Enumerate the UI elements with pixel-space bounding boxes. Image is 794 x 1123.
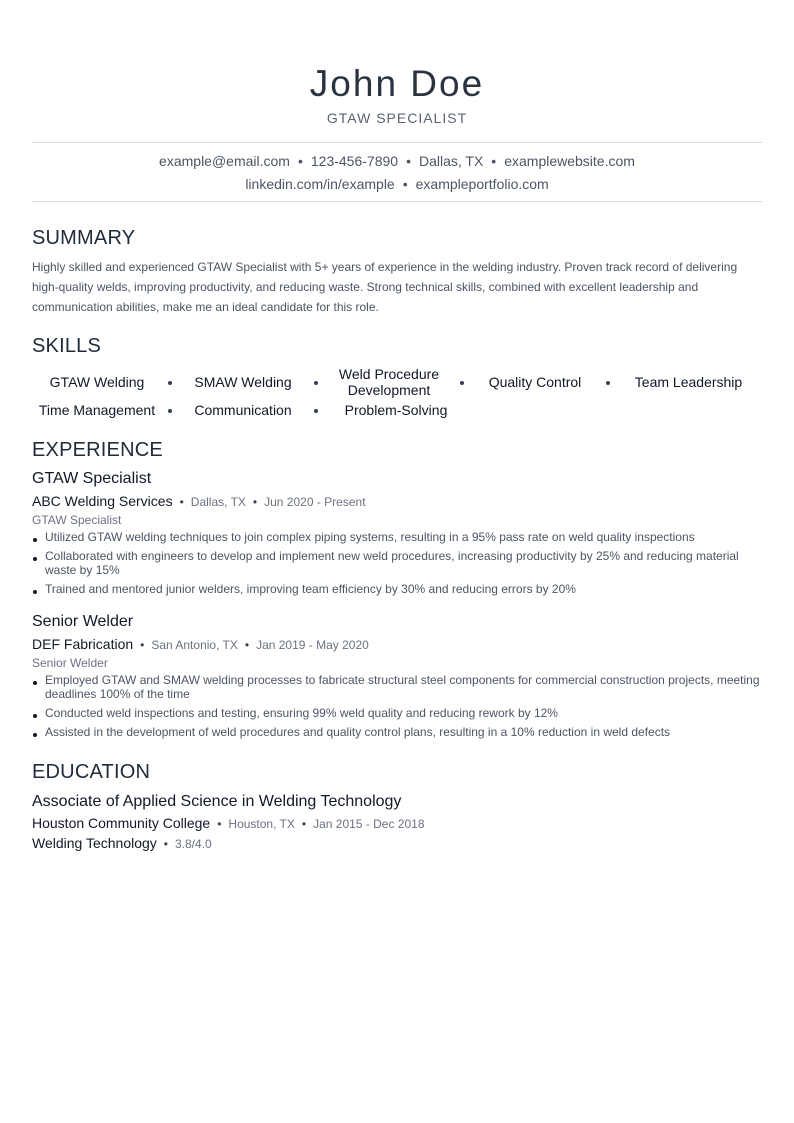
skill-item: Problem-Solving bbox=[344, 402, 448, 418]
email-link[interactable]: example@email.com bbox=[159, 153, 290, 169]
separator-dot: • bbox=[297, 153, 303, 169]
school-location: Houston, TX bbox=[228, 817, 295, 831]
skill-separator bbox=[606, 381, 610, 385]
company-name: DEF Fabrication bbox=[32, 636, 134, 652]
separator-dot: • bbox=[217, 817, 222, 831]
job-meta bbox=[32, 492, 366, 511]
skill-separator bbox=[314, 409, 318, 413]
header-divider-bottom bbox=[32, 201, 762, 202]
separator-dot: • bbox=[406, 153, 411, 169]
skills-list bbox=[32, 366, 762, 426]
skill-item: SMAW Welding bbox=[194, 374, 292, 390]
job-dates: Jun 2020 - Present bbox=[264, 495, 366, 509]
portfolio-link[interactable]: exampleportfolio.com bbox=[415, 176, 549, 192]
education-gpa: 3.8/4.0 bbox=[175, 837, 212, 851]
skill-item: Weld Procedure Development bbox=[338, 366, 440, 398]
school-name: Houston Community College bbox=[32, 815, 211, 831]
job-bullets bbox=[32, 673, 762, 744]
candidate-name: John Doe bbox=[309, 63, 485, 104]
candidate-title: GTAW SPECIALIST bbox=[326, 110, 468, 126]
skills-row bbox=[32, 366, 762, 398]
separator-dot: • bbox=[402, 176, 408, 192]
education-degree: Associate of Applied Science in Welding Technology bbox=[32, 793, 402, 810]
skills-heading: SKILLS bbox=[32, 335, 102, 357]
education-dates: Jan 2015 - Dec 2018 bbox=[313, 817, 425, 831]
skills-row bbox=[32, 398, 762, 426]
job-role: GTAW Specialist bbox=[32, 513, 122, 527]
phone-link[interactable]: 123-456-7890 bbox=[310, 153, 399, 169]
job-title: Senior Welder bbox=[32, 613, 134, 630]
separator-dot: • bbox=[491, 153, 497, 169]
experience-heading: EXPERIENCE bbox=[32, 439, 163, 461]
job-bullet: Collaborated with engineers to develop and implement new weld procedures, increasing productivity by 25% and reducing material waste by 15% bbox=[32, 549, 762, 577]
separator-dot: • bbox=[301, 817, 307, 831]
skill-separator bbox=[168, 381, 172, 385]
skill-item: Communication bbox=[194, 402, 292, 418]
contact-line-2 bbox=[0, 175, 794, 193]
skill-item: Team Leadership bbox=[634, 374, 743, 390]
job-title: GTAW Specialist bbox=[32, 470, 152, 487]
separator-dot: • bbox=[244, 638, 250, 652]
education-field-line bbox=[32, 834, 212, 853]
job-bullet: Trained and mentored junior welders, improving team efficiency by 30% and reducing errors by 20% bbox=[32, 582, 762, 596]
separator-dot: • bbox=[252, 495, 258, 509]
separator-dot: • bbox=[179, 495, 184, 509]
separator-dot: • bbox=[163, 837, 168, 851]
website-link[interactable]: examplewebsite.com bbox=[504, 153, 635, 169]
education-heading: EDUCATION bbox=[32, 761, 151, 783]
summary-text: Highly skilled and experienced GTAW Specialist with 5+ years of experience in the welding industry. Proven track record of delivering high-quality welds, improving productivity, and reducing waste. Strong technical skills, combined with excellent leadership and communication abilities, make me an ideal candidate for this role. bbox=[32, 260, 738, 314]
header-divider-top bbox=[32, 142, 762, 143]
job-role: Senior Welder bbox=[32, 656, 108, 670]
skill-item: Quality Control bbox=[488, 374, 582, 390]
summary-heading: SUMMARY bbox=[32, 227, 136, 249]
job-bullet: Employed GTAW and SMAW welding processes to fabricate structural steel components for commercial construction projects, meeting deadlines 100% of the time bbox=[32, 673, 762, 701]
separator-dot: • bbox=[140, 638, 145, 652]
education-meta bbox=[32, 814, 425, 833]
company-name: ABC Welding Services bbox=[32, 493, 173, 509]
job-dates: Jan 2019 - May 2020 bbox=[256, 638, 369, 652]
linkedin-link[interactable]: linkedin.com/in/example bbox=[245, 176, 395, 192]
skill-separator bbox=[314, 381, 318, 385]
skill-separator bbox=[460, 381, 464, 385]
skill-item: Time Management bbox=[38, 402, 156, 418]
job-location: Dallas, TX bbox=[190, 495, 246, 509]
education-field: Welding Technology bbox=[32, 835, 157, 851]
job-bullet: Conducted weld inspections and testing, ensuring 99% weld quality and reducing rework by 12% bbox=[32, 706, 762, 720]
skill-separator bbox=[168, 409, 172, 413]
job-location: San Antonio, TX bbox=[151, 638, 238, 652]
job-bullet: Utilized GTAW welding techniques to join complex piping systems, resulting in a 95% pass rate on weld quality inspections bbox=[32, 530, 762, 544]
location-text: Dallas, TX bbox=[418, 153, 484, 169]
contact-line-1 bbox=[0, 152, 794, 170]
job-meta bbox=[32, 635, 369, 654]
job-bullet: Assisted in the development of weld procedures and quality control plans, resulting in a 10% reduction in weld defects bbox=[32, 725, 762, 739]
job-bullets bbox=[32, 530, 762, 601]
skill-item: GTAW Welding bbox=[49, 374, 145, 390]
